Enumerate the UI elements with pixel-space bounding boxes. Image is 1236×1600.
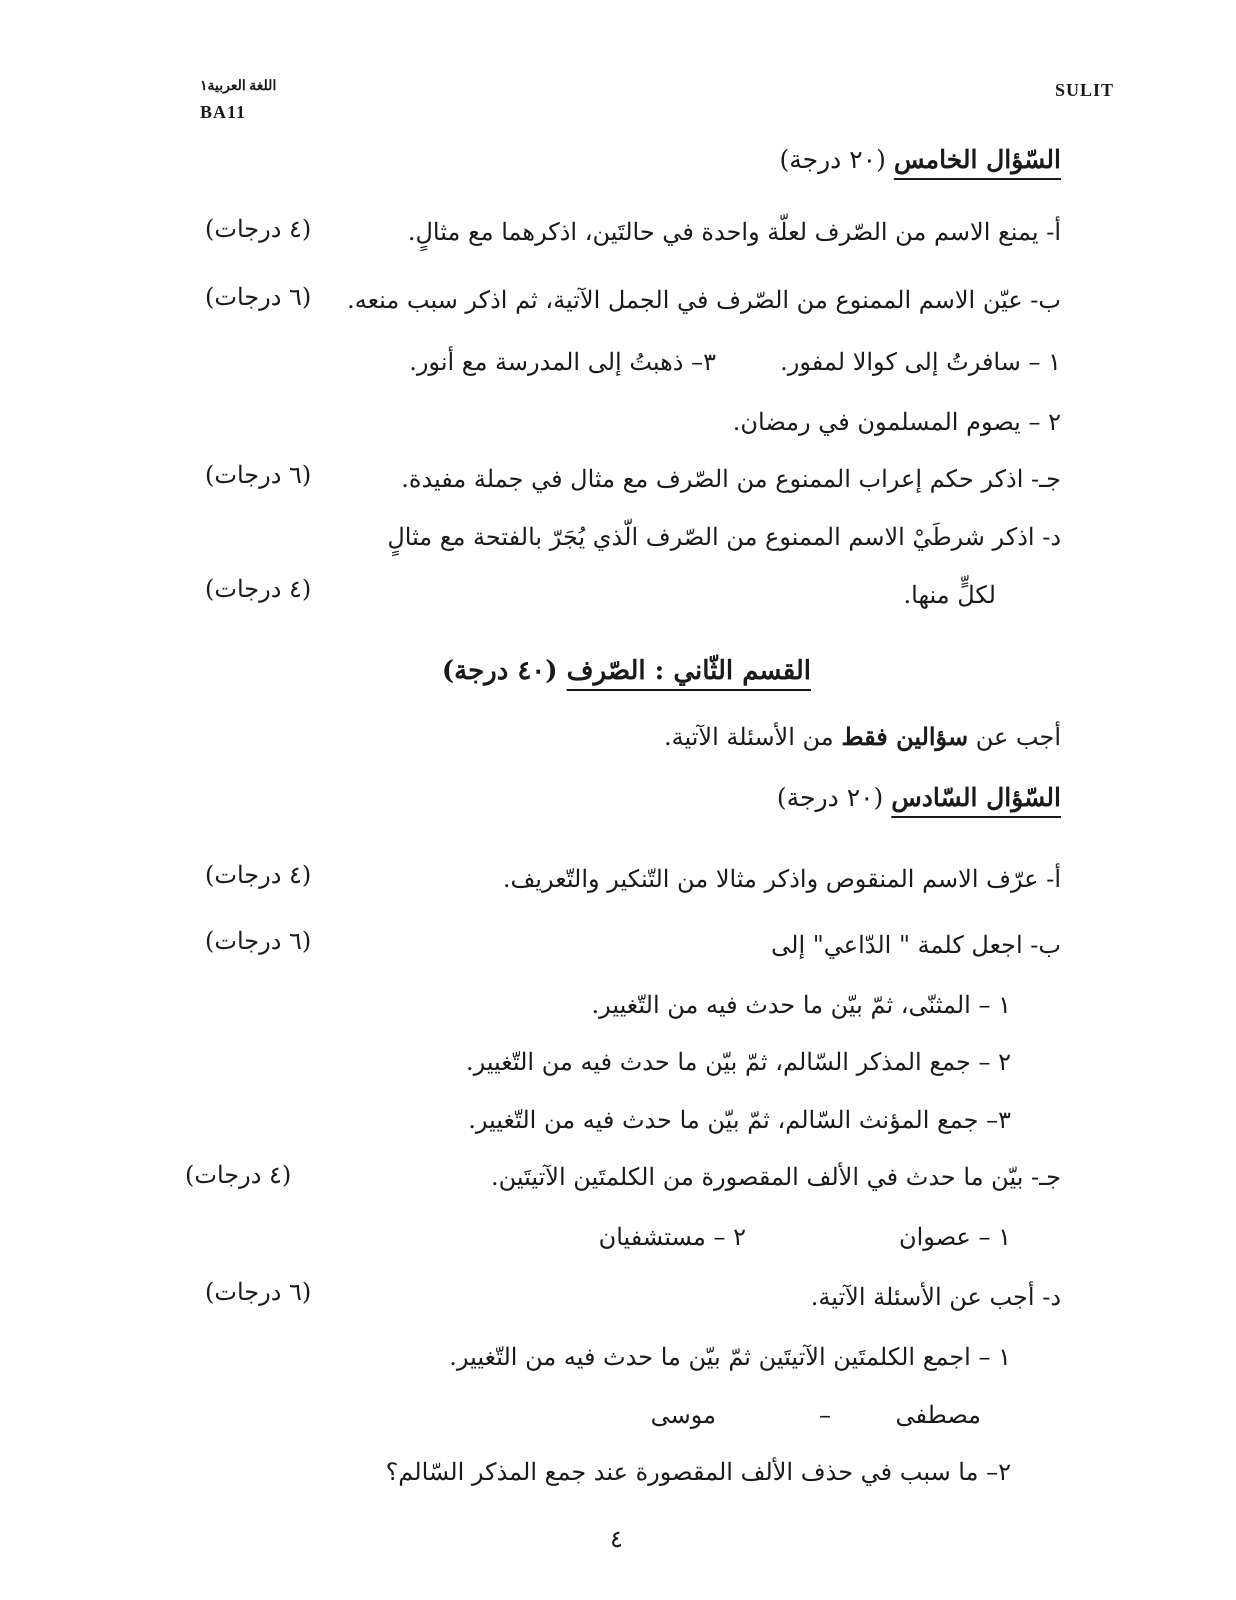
q5-c-text: اذكر حكم إعراب الممنوع من الصّرف مع مثال في جملة مفيدة.: [401, 465, 1024, 493]
q6-b-item2: ٢ – جمع المذكر السّالم، ثمّ بيّن ما حدث فيه من التّغيير.: [465, 1048, 1011, 1076]
q6-d-text: أجب عن الأسئلة الآتية.: [810, 1283, 1035, 1311]
q6-title: السّؤال السّادس: [891, 783, 1061, 812]
q5-a-label: أ-: [1046, 218, 1061, 246]
q5-a: [408, 215, 1061, 249]
q5-c-label: جـ-: [1031, 465, 1061, 493]
q6-d-word1: مصطفى: [895, 1401, 981, 1429]
instruction-post: من الأسئلة الآتية.: [663, 723, 834, 751]
q6-b-item3: ٣– جمع المؤنث السّالم، ثمّ بيّن ما حدث فيه من التّغيير.: [468, 1106, 1011, 1134]
q5-c: [401, 462, 1061, 496]
q6-c: [491, 1160, 1061, 1194]
q6-a-text: عرّف الاسم المنقوص واذكر مثالا من التّنكير والتّعريف.: [502, 865, 1039, 893]
q6-b: [771, 928, 1061, 962]
q5-d-text-cont: لكلٍّ منها.: [903, 581, 996, 609]
q6-d-marks: (٦ درجات): [205, 1278, 312, 1306]
q6-b-label: ب-: [1030, 931, 1061, 959]
q5-title: السّؤال الخامس: [893, 145, 1061, 174]
q5-d-label: د-: [1042, 523, 1061, 551]
q6-d-item2: ٢– ما سبب في حذف الألف المقصورة عند جمع المذكر السّالم؟: [385, 1458, 1011, 1486]
q6-d-label: د-: [1042, 1283, 1061, 1311]
subject-label: اللغة العربية١: [200, 79, 277, 94]
q6-d-item1: ١ – اجمع الكلمتَين الآتيتَين ثمّ بيّن ما حدث فيه من التّغيير.: [449, 1343, 1011, 1371]
q5-b-item2: ٢ – يصوم المسلمون في رمضان.: [732, 408, 1061, 436]
q6-heading: [777, 780, 1061, 816]
instruction-pre: أجب عن: [975, 723, 1061, 751]
q5-d-text: اذكر شرطَيْ الاسم الممنوع من الصّرف الّذي يُجَرّ بالفتحة مع مثالٍ: [387, 523, 1035, 551]
q5-b-label: ب-: [1030, 286, 1061, 314]
q5-c-marks: (٦ درجات): [205, 461, 312, 489]
q5-marks: (٢٠ درجة): [779, 145, 886, 174]
q6-d: [811, 1280, 1061, 1314]
course-code: BA11: [200, 102, 247, 122]
q5-b-text: عيّن الاسم الممنوع من الصّرف في الجمل الآتية، ثم اذكر سبب منعه.: [347, 286, 1023, 314]
q6-a: [503, 862, 1061, 896]
q6-a-label: أ-: [1046, 865, 1061, 893]
q5-heading: [779, 142, 1061, 178]
section2-heading: [442, 652, 811, 690]
q6-c-item1: ١ – عصوان: [899, 1223, 1011, 1251]
section2-instruction: [664, 720, 1061, 754]
instruction-bold: سؤالين فقط: [841, 722, 969, 751]
q5-b-marks: (٦ درجات): [205, 283, 312, 311]
q5-d-marks: (٤ درجات): [205, 575, 312, 603]
q5-d: [387, 520, 1061, 554]
classification-label: SULIT: [1054, 80, 1114, 100]
q6-a-marks: (٤ درجات): [205, 861, 312, 889]
section2-marks: (٤٠ درجة): [441, 656, 558, 686]
q6-d-word2: موسى: [650, 1401, 716, 1429]
q6-d-dash: –: [819, 1401, 831, 1429]
q6-marks: (٢٠ درجة): [776, 783, 884, 812]
q5-a-marks: (٤ درجات): [205, 215, 312, 243]
q5-b-item1: ١ – سافرتُ إلى كوالا لمفور.: [780, 348, 1061, 376]
q6-c-item2: ٢ – مستشفيان: [598, 1223, 746, 1251]
q6-b-item1: ١ – المثنّى، ثمّ بيّن ما حدث فيه من التّغيير.: [591, 991, 1011, 1019]
q6-b-text: اجعل كلمة " الدّاعي" إلى: [771, 931, 1023, 959]
section2-title: القسم الثّاني : الصّرف: [566, 656, 811, 686]
q6-c-label: جـ-: [1031, 1163, 1061, 1191]
q6-b-marks: (٦ درجات): [205, 927, 312, 955]
q5-b: [347, 283, 1061, 317]
q6-c-marks: (٤ درجات): [185, 1161, 292, 1189]
q6-c-text: بيّن ما حدث في الألف المقصورة من الكلمتَين الآتيتَين.: [491, 1163, 1024, 1191]
q5-b-item3: ٣– ذهبتُ إلى المدرسة مع أنور.: [409, 348, 716, 376]
q5-a-text: يمنع الاسم من الصّرف لعلّة واحدة في حالتَين، اذكرهما مع مثالٍ.: [407, 218, 1039, 246]
page-number: ٤: [610, 1525, 623, 1553]
